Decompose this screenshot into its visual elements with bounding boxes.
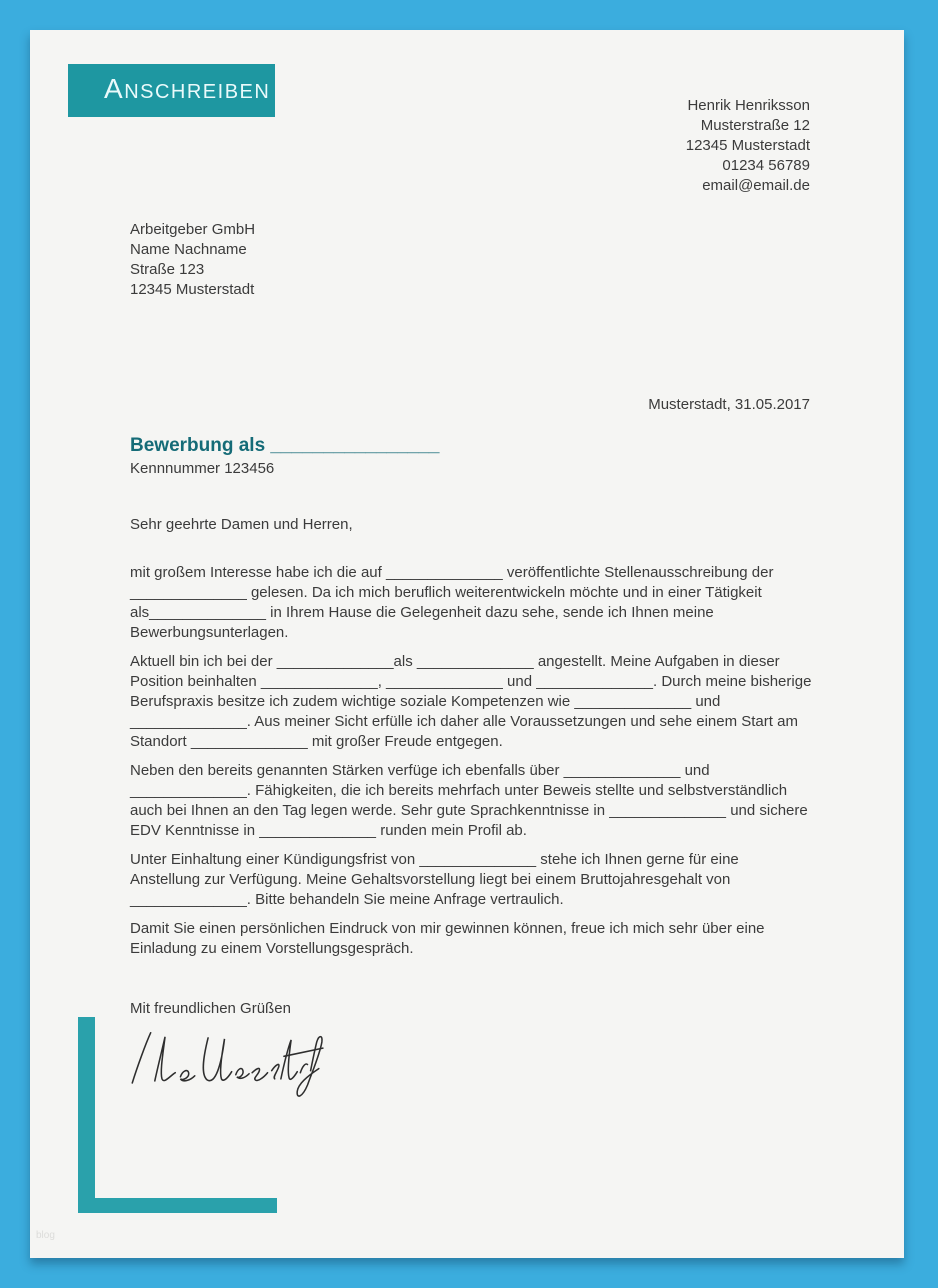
sender-street: Musterstraße 12: [700, 117, 810, 134]
closing-phrase: Mit freundlichen Grüßen: [130, 1000, 291, 1017]
paragraph-current-position: Aktuell bin ich bei der ______________als ______________ angestellt. Meine Aufgaben in dieser Position beinhalten ______________, ______________ und ______________. Durch meine bisherige Berufspraxis besitze ich zudem wichtige soziale Kompetenzen wie ______________ und ______________. Aus meiner Sicht erfülle ich daher alle Voraussetzungen und sehe einem Start am Standort ______________ mit großer Freude entgegen.: [130, 653, 812, 750]
sender-city: 12345 Musterstadt: [685, 137, 810, 154]
document-title: ANSCHREIBEN: [104, 73, 271, 104]
paragraph-intro: mit großem Interesse habe ich die auf ______________ veröffentlichte Stellenausschreibung der ______________ gelesen. Da ich mich beruflich weiterentwickeln möchte und in einer Tätigkeit als______________ in Ihrem Hause die Gelegenheit dazu sehe, sende ich Ihnen meine Bewerbungsunterlagen.: [130, 564, 774, 641]
corner-l-decoration: [78, 1017, 277, 1213]
paragraph-skills: Neben den bereits genannten Stärken verfüge ich ebenfalls über ______________ und ______________. Fähigkeiten, die ich bereits mehrfach unter Beweis stellte und selbstverständlich auch bei Ihnen an den Tag legen werde. Sehr gute Sprachkenntnisse in ______________ und sichere EDV Kenntnisse in ______________ runden mein Profil ab.: [130, 762, 808, 839]
salutation: Sehr geehrte Damen und Herren,: [130, 516, 353, 533]
sender-phone: 01234 56789: [722, 157, 810, 174]
sender-name: Henrik Henriksson: [687, 97, 810, 114]
paragraph-invitation: Damit Sie einen persönlichen Eindruck von mir gewinnen können, freue ich mich sehr über eine Einladung zu einem Vorstellungsgespräch.: [130, 920, 765, 957]
recipient-city: 12345 Musterstadt: [130, 281, 255, 298]
corner-vertical-bar: [78, 1017, 95, 1213]
paragraph-conditions: Unter Einhaltung einer Kündigungsfrist von ______________ stehe ich Ihnen gerne für eine Anstellung zur Verfügung. Meine Gehaltsvorstellung liegt bei einem Bruttojahresgehalt von ______________. Bitte behandeln Sie meine Anfrage vertraulich.: [130, 851, 739, 908]
reference-number: Kennnummer 123456: [130, 460, 275, 477]
watermark-text: blog: [36, 1230, 55, 1241]
letter-body: [130, 515, 812, 1034]
corner-horizontal-bar: [78, 1198, 277, 1213]
recipient-street: Straße 123: [130, 261, 205, 278]
recipient-name: Name Nachname: [130, 241, 247, 258]
date-line: Musterstadt, 31.05.2017: [648, 396, 810, 413]
sender-address-block: [686, 96, 810, 196]
letter-page: [30, 30, 904, 1258]
recipient-company: Arbeitgeber GmbH: [130, 221, 256, 238]
document-title-box: [68, 64, 275, 117]
subject-block: [130, 435, 810, 477]
subject-title: Bewerbung als ________________: [130, 435, 440, 456]
sender-email: email@email.de: [702, 177, 810, 194]
recipient-address-block: [130, 220, 255, 300]
